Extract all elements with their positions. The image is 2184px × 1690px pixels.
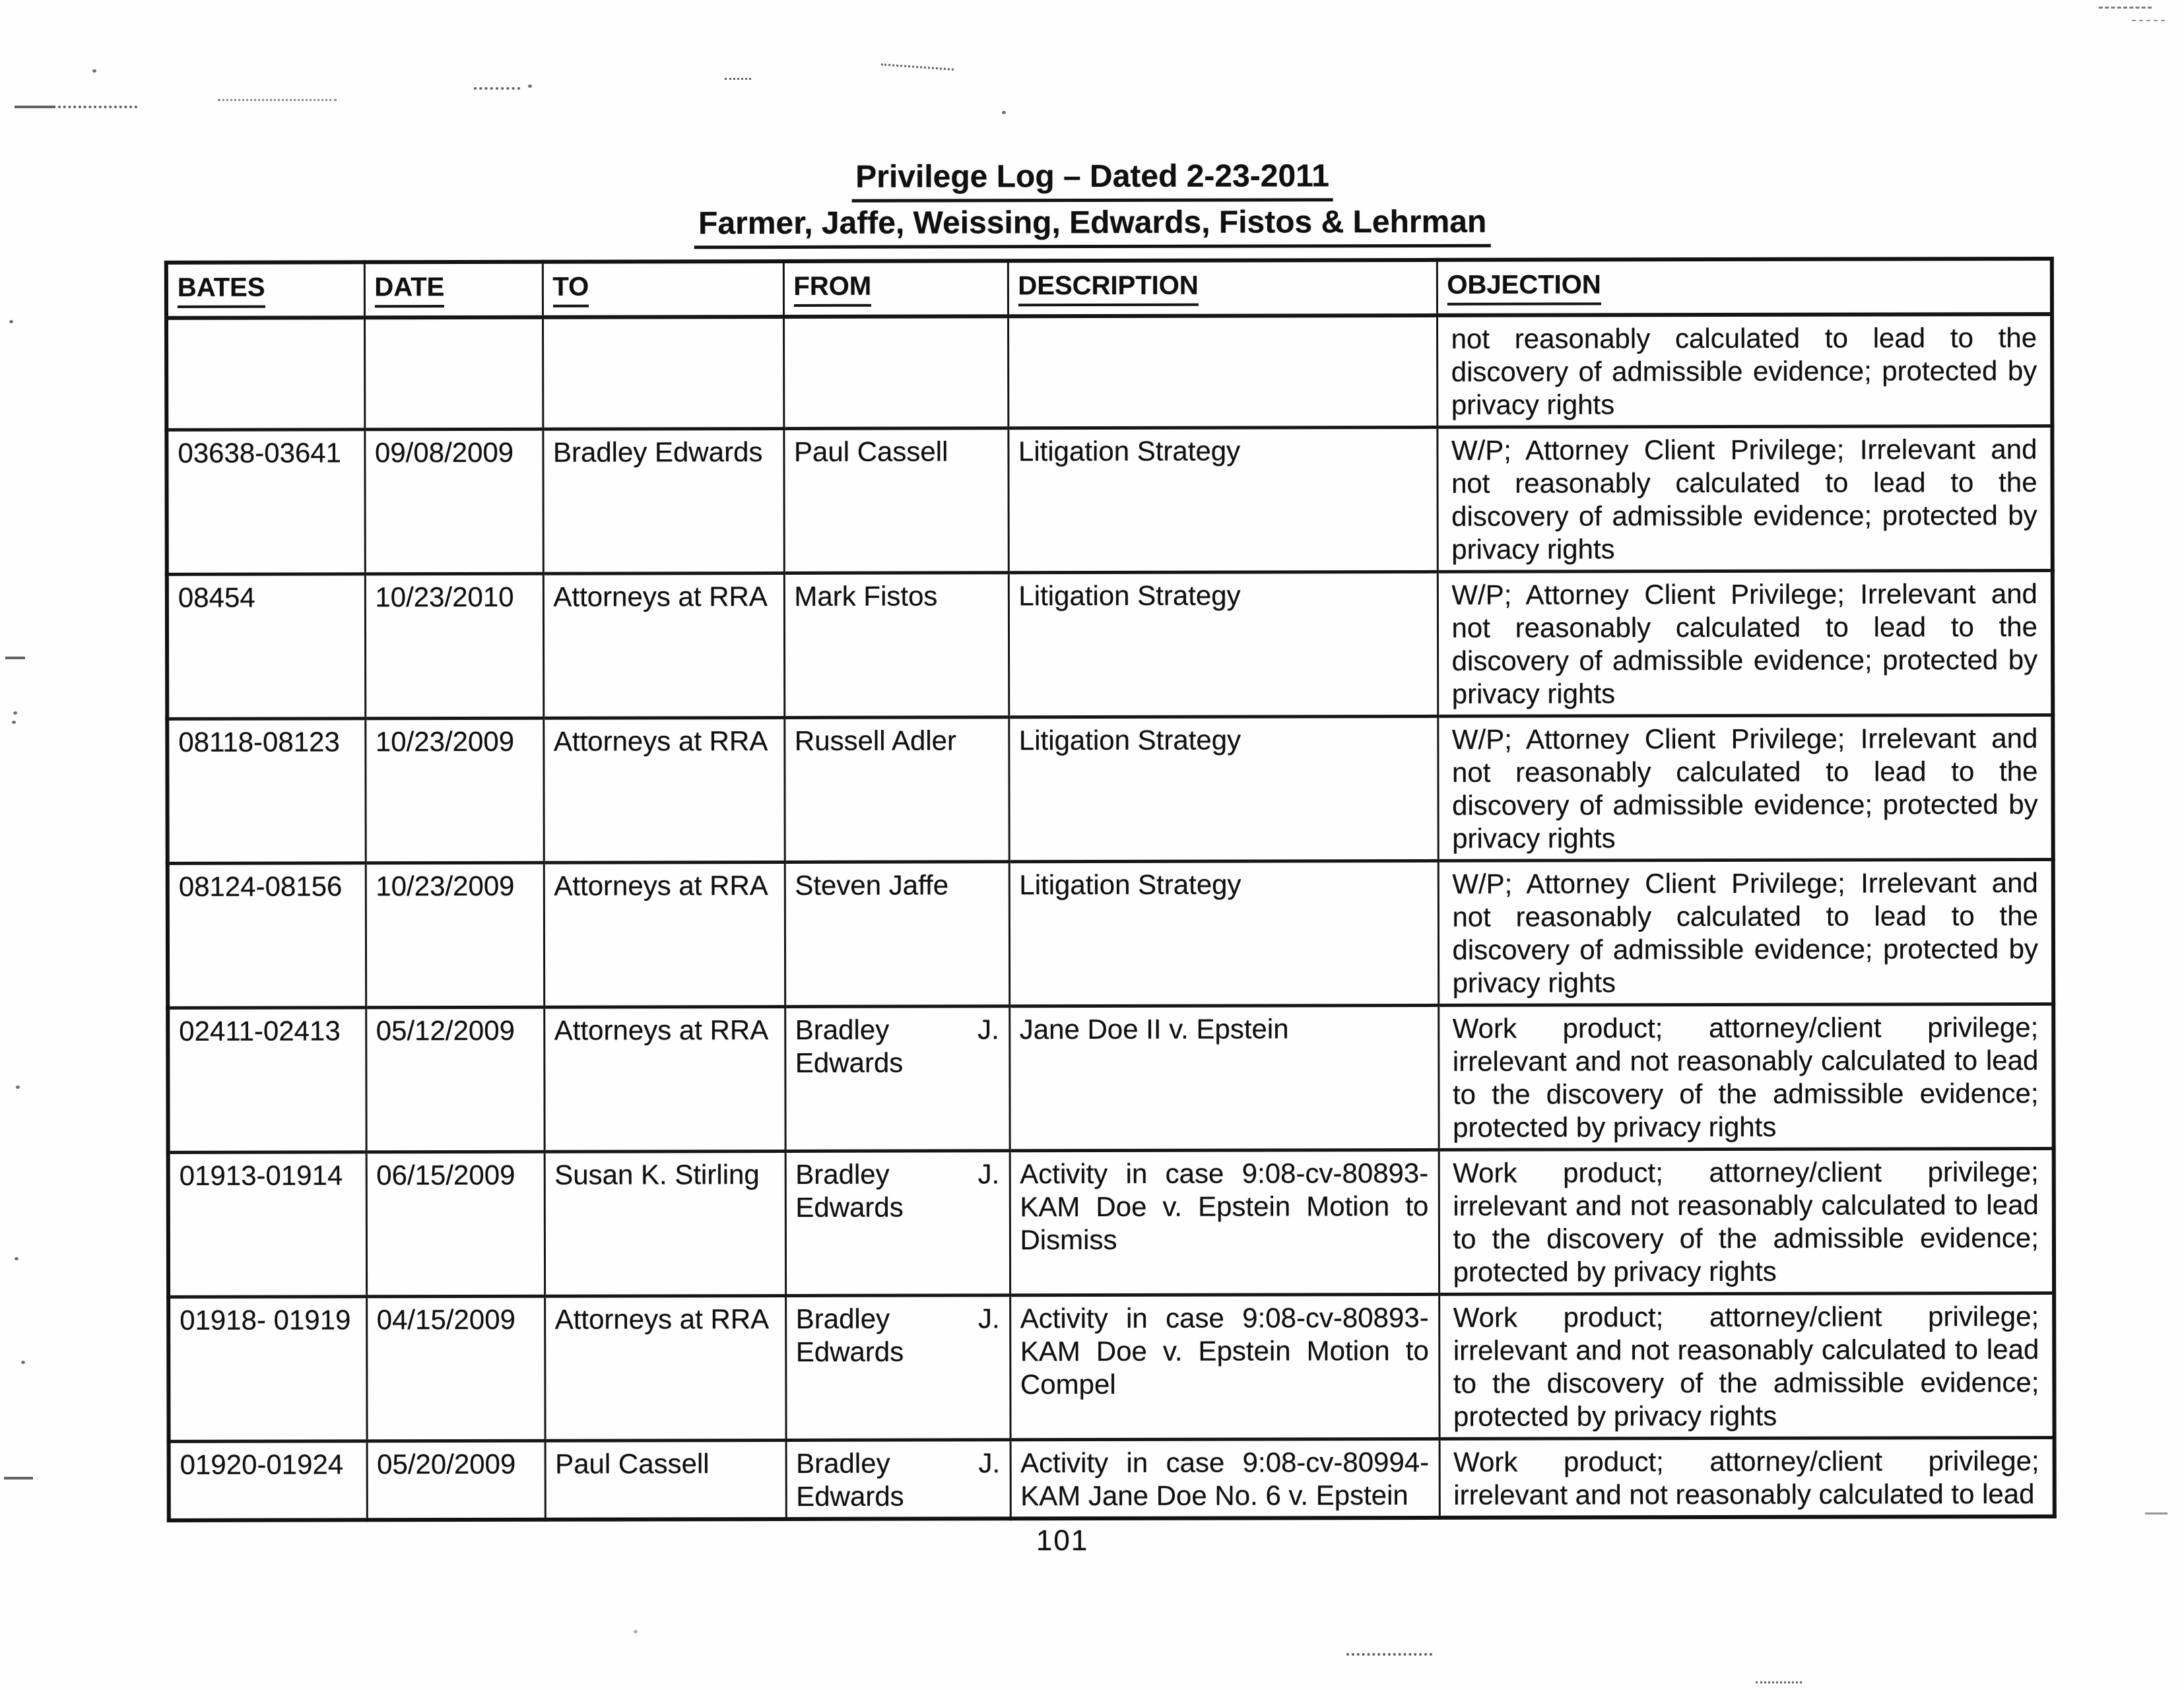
scan-artifact — [5, 657, 25, 659]
cell-date: 10/23/2009 — [366, 862, 544, 1008]
cell-description: Litigation Strategy — [1008, 427, 1437, 572]
scan-artifact — [16, 1086, 20, 1089]
scan-artifact — [4, 1477, 33, 1479]
cell-from: Paul Cassell — [783, 428, 1008, 573]
cell-bates: 08454 — [167, 574, 365, 719]
table-header-row — [166, 259, 2052, 318]
column-header-from: FROM — [783, 261, 1008, 317]
cell-description: Jane Doe II v. Epstein — [1009, 1005, 1438, 1150]
cell-from: Bradley J. Edwards — [786, 1440, 1010, 1519]
scan-artifact — [2145, 1512, 2167, 1514]
cell-objection: W/P; Attorney Client Privilege; Irrelevant and not reasonably calculated to lead to the discovery of admissible evidence; protected by privacy rights — [1437, 426, 2052, 571]
title-line-2 — [1, 201, 2184, 251]
cell-objection: Work product; attorney/client privilege; irrelevant and not reasonably calculated to lead to the discovery of the admissible evidence; protected by privacy rights — [1438, 1004, 2053, 1150]
scan-artifact — [2099, 7, 2152, 9]
cell-to: Attorneys at RRA — [543, 717, 784, 862]
scan-artifact — [13, 711, 17, 715]
cell-from: Bradley J. Edwards — [785, 1151, 1010, 1296]
table-body — [166, 314, 2055, 1520]
cell-bates: 08118-08123 — [167, 719, 365, 864]
cell-objection: W/P; Attorney Client Privilege; Irrelevant and not reasonably calculated to lead to the discovery of admissible evidence; protected by privacy rights — [1438, 570, 2053, 716]
scan-artifact — [1756, 1681, 1802, 1683]
cell-to: Bradley Edwards — [543, 428, 783, 573]
table-row — [167, 570, 2053, 719]
scan-artifact — [474, 87, 520, 90]
cell-to: Paul Cassell — [545, 1440, 786, 1519]
cell-description: Activity in case 9:08-cv-80994-KAM Jane Doe No. 6 v. Epstein — [1010, 1439, 1439, 1518]
cell-objection: Work product; attorney/client privilege; irrelevant and not reasonably calculated to lead — [1439, 1437, 2055, 1517]
cell-bates: 02411-02413 — [168, 1008, 366, 1153]
cell-from — [783, 316, 1008, 428]
title-line-2-text: Farmer, Jaffe, Weissing, Edwards, Fistos & Lehrman — [694, 203, 1490, 249]
cell-date: 09/08/2009 — [364, 429, 543, 574]
scan-artifact — [2132, 20, 2165, 21]
cell-to: Attorneys at RRA — [545, 1295, 785, 1441]
scan-artifact — [218, 99, 337, 101]
cell-to — [543, 317, 783, 429]
cell-objection: Work product; attorney/client privilege; irrelevant and not reasonably calculated to lead to the discovery of the admissible evidence; protected by privacy rights — [1439, 1148, 2054, 1294]
table-row — [166, 426, 2052, 574]
cell-date: 05/20/2009 — [367, 1441, 545, 1520]
cell-from: Bradley J. Edwards — [785, 1006, 1009, 1152]
cell-from: Steven Jaffe — [785, 862, 1009, 1007]
scan-artifact — [881, 63, 954, 71]
column-header-bates: BATES — [166, 262, 364, 318]
column-header-date: DATE — [364, 262, 543, 318]
cell-description: Litigation Strategy — [1009, 571, 1438, 717]
scan-artifact — [15, 106, 55, 108]
cell-to: Attorneys at RRA — [543, 573, 784, 718]
column-header-to: TO — [543, 261, 783, 317]
document-title — [1, 155, 2184, 251]
cell-objection: W/P; Attorney Client Privilege; Irrelevant and not reasonably calculated to lead to the discovery of admissible evidence; protected by privacy rights — [1438, 715, 2053, 861]
cell-bates: 01918- 01919 — [168, 1297, 366, 1442]
column-header-objection: OBJECTION — [1437, 259, 2052, 315]
scan-artifact — [725, 78, 751, 80]
cell-description: Activity in case 9:08-cv-80893-KAM Doe v. Epstein Motion to Compel — [1010, 1294, 1439, 1439]
cell-objection: Work product; attorney/client privilege; irrelevant and not reasonably calculated to lead to the discovery of the admissible evidence; protected by privacy rights — [1439, 1293, 2054, 1439]
cell-bates: 01920-01924 — [169, 1441, 367, 1520]
cell-from: Mark Fistos — [784, 573, 1009, 718]
scan-artifact — [9, 320, 13, 323]
cell-from: Russell Adler — [784, 717, 1009, 862]
cell-date: 10/23/2009 — [365, 718, 543, 863]
cell-bates: 03638-03641 — [166, 430, 364, 575]
cell-to: Attorneys at RRA — [544, 862, 785, 1007]
cell-bates: 01913-01914 — [168, 1152, 366, 1297]
scan-artifact — [634, 1630, 638, 1633]
cell-description: Litigation Strategy — [1009, 716, 1438, 861]
cell-objection: W/P; Attorney Client Privilege; Irrelevant and not reasonably calculated to lead to the discovery of admissible evidence; protected by privacy rights — [1438, 859, 2053, 1005]
scan-artifact — [528, 84, 532, 88]
cell-bates: 08124-08156 — [168, 863, 366, 1008]
scan-artifact — [21, 1361, 25, 1364]
cell-date: 06/15/2009 — [366, 1152, 545, 1297]
cell-date: 05/12/2009 — [366, 1007, 544, 1152]
cell-date: 10/23/2010 — [365, 573, 543, 719]
scan-artifact — [92, 69, 96, 73]
cell-to: Attorneys at RRA — [544, 1006, 785, 1152]
scan-artifact — [1002, 111, 1006, 114]
cell-date — [364, 317, 543, 430]
privilege-log-table — [164, 257, 2057, 1522]
scan-artifact — [1346, 1653, 1432, 1656]
cell-to: Susan K. Stirling — [545, 1151, 785, 1296]
table-row — [168, 1004, 2053, 1152]
cell-bates — [166, 317, 364, 430]
title-line-1 — [1, 155, 2184, 205]
table-row — [168, 859, 2053, 1008]
column-header-description: DESCRIPTION — [1008, 260, 1437, 316]
table-row — [168, 1293, 2054, 1441]
table-row — [166, 314, 2052, 430]
table-row — [169, 1437, 2055, 1520]
table-row — [167, 715, 2053, 863]
cell-description: Litigation Strategy — [1009, 861, 1438, 1006]
scan-artifact — [58, 106, 137, 108]
scan-artifact — [15, 1257, 18, 1260]
scan-artifact — [12, 721, 16, 724]
table-row — [168, 1148, 2054, 1297]
cell-objection: not reasonably calculated to lead to the discovery of admissible evidence; protected by privacy rights — [1437, 314, 2052, 427]
cell-from: Bradley J. Edwards — [785, 1295, 1010, 1441]
cell-description — [1008, 315, 1437, 428]
page-number: 101 — [1036, 1524, 1089, 1557]
cell-date: 04/15/2009 — [366, 1296, 545, 1441]
cell-description: Activity in case 9:08-cv-80893-KAM Doe v. Epstein Motion to Dismiss — [1010, 1150, 1439, 1295]
title-line-1-text: Privilege Log – Dated 2-23-2011 — [851, 156, 1333, 203]
